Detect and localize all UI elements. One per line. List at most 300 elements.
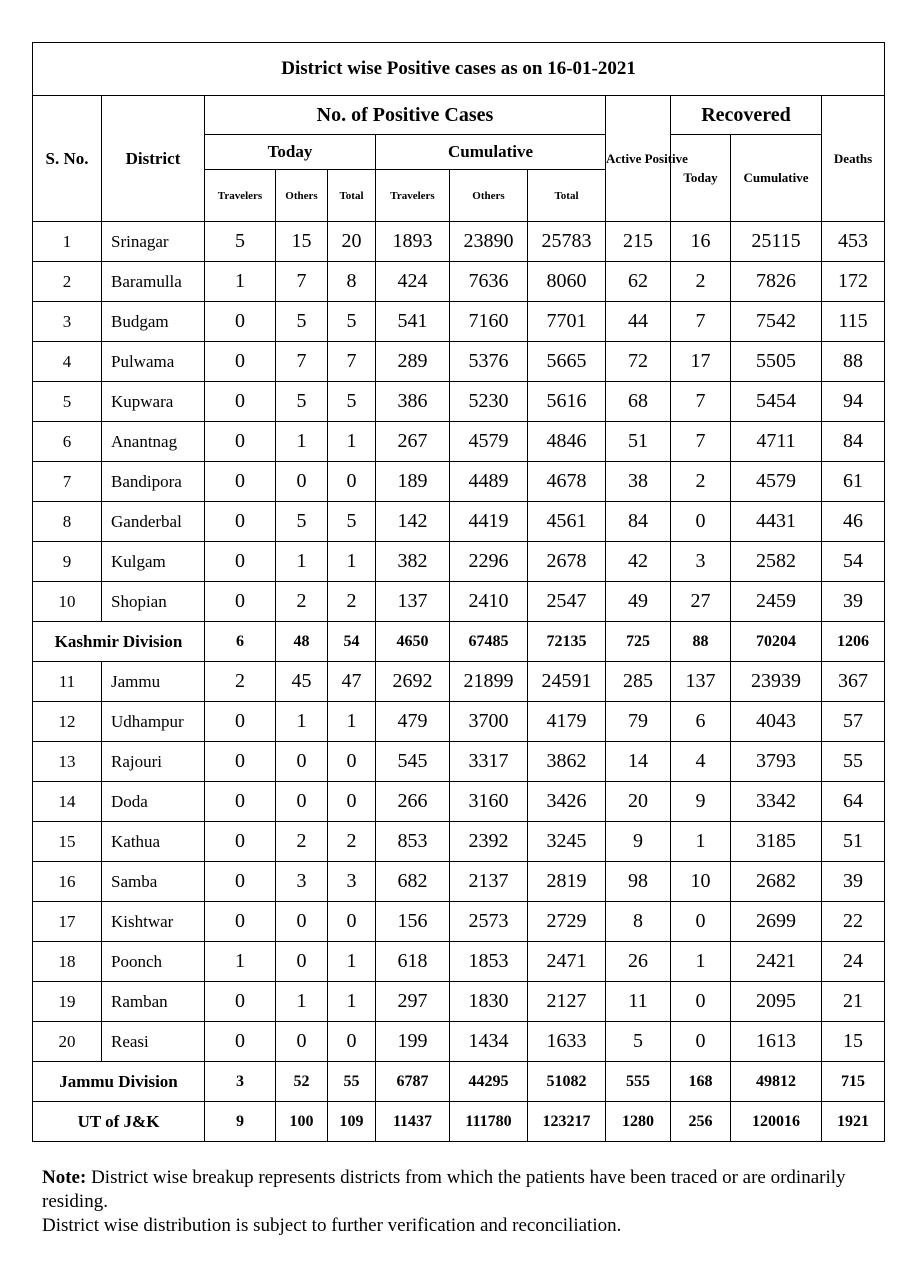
cell-cumulative-others: 2573 xyxy=(450,902,528,942)
cell-recovered-today: 1 xyxy=(671,822,731,862)
cell-cumulative-travelers: 541 xyxy=(376,302,450,342)
cell-cumulative-total: 3426 xyxy=(528,782,606,822)
table-row xyxy=(33,902,885,942)
cell-recovered-today: 0 xyxy=(671,902,731,942)
header-cumulative-others: Others xyxy=(450,170,528,222)
cell-cumulative-others: 3700 xyxy=(450,702,528,742)
cell-cumulative-travelers: 142 xyxy=(376,502,450,542)
cell-cumulative-others: 4489 xyxy=(450,462,528,502)
cell-today-travelers: 0 xyxy=(205,982,276,1022)
cell-today-others: 52 xyxy=(276,1062,328,1102)
cell-sno: 15 xyxy=(33,822,102,862)
cell-cumulative-travelers: 2692 xyxy=(376,662,450,702)
header-recovered-today: Today xyxy=(671,135,731,222)
cell-today-total: 0 xyxy=(328,742,376,782)
cell-cumulative-total: 3245 xyxy=(528,822,606,862)
cell-recovered-cumulative: 3793 xyxy=(731,742,822,782)
cell-today-total: 0 xyxy=(328,462,376,502)
cell-deaths: 24 xyxy=(822,942,885,982)
cell-today-others: 0 xyxy=(276,742,328,782)
cell-recovered-today: 10 xyxy=(671,862,731,902)
cell-today-travelers: 5 xyxy=(205,222,276,262)
cell-today-travelers: 0 xyxy=(205,1022,276,1062)
cell-cumulative-total: 1633 xyxy=(528,1022,606,1062)
cell-today-total: 55 xyxy=(328,1062,376,1102)
cell-cumulative-others: 3317 xyxy=(450,742,528,782)
cell-today-others: 15 xyxy=(276,222,328,262)
cell-deaths: 61 xyxy=(822,462,885,502)
cell-today-travelers: 2 xyxy=(205,662,276,702)
cell-today-others: 0 xyxy=(276,1022,328,1062)
cell-deaths: 1921 xyxy=(822,1102,885,1142)
cell-today-travelers: 0 xyxy=(205,302,276,342)
ut-total-row xyxy=(33,1102,885,1142)
cell-recovered-today: 7 xyxy=(671,302,731,342)
cell-today-travelers: 6 xyxy=(205,622,276,662)
cell-cumulative-total: 2678 xyxy=(528,542,606,582)
cell-today-others: 1 xyxy=(276,422,328,462)
cell-sno: 14 xyxy=(33,782,102,822)
cell-recovered-cumulative: 4043 xyxy=(731,702,822,742)
cell-cumulative-total: 2819 xyxy=(528,862,606,902)
table-row xyxy=(33,662,885,702)
cell-deaths: 1206 xyxy=(822,622,885,662)
cell-sno: 16 xyxy=(33,862,102,902)
cell-today-total: 7 xyxy=(328,342,376,382)
cell-today-total: 5 xyxy=(328,302,376,342)
cell-cumulative-total: 8060 xyxy=(528,262,606,302)
table-row xyxy=(33,462,885,502)
cell-today-travelers: 0 xyxy=(205,702,276,742)
cell-cumulative-total: 3862 xyxy=(528,742,606,782)
cell-cumulative-travelers: 1893 xyxy=(376,222,450,262)
cell-district: Bandipora xyxy=(102,462,205,502)
cell-recovered-today: 0 xyxy=(671,982,731,1022)
cell-today-travelers: 0 xyxy=(205,422,276,462)
cell-active-positive: 79 xyxy=(606,702,671,742)
cell-recovered-cumulative: 2699 xyxy=(731,902,822,942)
table-row xyxy=(33,582,885,622)
cell-today-travelers: 0 xyxy=(205,742,276,782)
cell-sno: 19 xyxy=(33,982,102,1022)
header-cumulative-group: Cumulative xyxy=(376,135,606,170)
cell-active-positive: 1280 xyxy=(606,1102,671,1142)
cell-cumulative-total: 25783 xyxy=(528,222,606,262)
cell-district: Anantnag xyxy=(102,422,205,462)
cell-deaths: 15 xyxy=(822,1022,885,1062)
cell-deaths: 367 xyxy=(822,662,885,702)
header-today-group: Today xyxy=(205,135,376,170)
cell-cumulative-others: 21899 xyxy=(450,662,528,702)
cell-sno: 5 xyxy=(33,382,102,422)
cell-active-positive: 51 xyxy=(606,422,671,462)
cell-cumulative-others: 2137 xyxy=(450,862,528,902)
cell-cumulative-total: 2729 xyxy=(528,902,606,942)
table-title: District wise Positive cases as on 16-01-2021 xyxy=(33,43,885,96)
cell-today-travelers: 3 xyxy=(205,1062,276,1102)
cell-recovered-today: 2 xyxy=(671,262,731,302)
cell-cumulative-travelers: 4650 xyxy=(376,622,450,662)
cell-district: Rajouri xyxy=(102,742,205,782)
cell-recovered-cumulative: 23939 xyxy=(731,662,822,702)
cell-recovered-cumulative: 49812 xyxy=(731,1062,822,1102)
cell-today-others: 5 xyxy=(276,382,328,422)
cell-cumulative-total: 4561 xyxy=(528,502,606,542)
cell-today-others: 2 xyxy=(276,582,328,622)
cell-sno: 11 xyxy=(33,662,102,702)
cell-cumulative-travelers: 479 xyxy=(376,702,450,742)
cell-sno: 9 xyxy=(33,542,102,582)
table-row xyxy=(33,1022,885,1062)
cell-today-travelers: 0 xyxy=(205,382,276,422)
cell-deaths: 55 xyxy=(822,742,885,782)
cell-cumulative-travelers: 382 xyxy=(376,542,450,582)
cell-deaths: 453 xyxy=(822,222,885,262)
cell-active-positive: 285 xyxy=(606,662,671,702)
cell-sno: 17 xyxy=(33,902,102,942)
cell-district: Ramban xyxy=(102,982,205,1022)
cell-cumulative-travelers: 386 xyxy=(376,382,450,422)
cell-today-total: 1 xyxy=(328,982,376,1022)
cell-sno: 13 xyxy=(33,742,102,782)
cell-recovered-cumulative: 3342 xyxy=(731,782,822,822)
cell-cumulative-total: 2471 xyxy=(528,942,606,982)
cell-today-others: 0 xyxy=(276,782,328,822)
cell-today-travelers: 1 xyxy=(205,262,276,302)
cell-today-travelers: 0 xyxy=(205,822,276,862)
cell-today-travelers: 0 xyxy=(205,782,276,822)
cell-cumulative-total: 2127 xyxy=(528,982,606,1022)
ut-total-row-label: UT of J&K xyxy=(33,1102,205,1142)
table-row xyxy=(33,222,885,262)
cell-active-positive: 49 xyxy=(606,582,671,622)
cell-active-positive: 11 xyxy=(606,982,671,1022)
kashmir-division-total-row-label: Kashmir Division xyxy=(33,622,205,662)
header-deaths: Deaths xyxy=(822,96,885,222)
cell-cumulative-others: 7160 xyxy=(450,302,528,342)
report-sheet xyxy=(32,42,884,1142)
cell-cumulative-others: 2410 xyxy=(450,582,528,622)
cell-active-positive: 215 xyxy=(606,222,671,262)
cell-cumulative-travelers: 6787 xyxy=(376,1062,450,1102)
cell-recovered-today: 27 xyxy=(671,582,731,622)
cell-recovered-cumulative: 7826 xyxy=(731,262,822,302)
cell-today-others: 1 xyxy=(276,542,328,582)
cell-active-positive: 44 xyxy=(606,302,671,342)
cell-today-total: 0 xyxy=(328,1022,376,1062)
cell-district: Kupwara xyxy=(102,382,205,422)
cell-recovered-today: 88 xyxy=(671,622,731,662)
table-row xyxy=(33,342,885,382)
cell-district: Srinagar xyxy=(102,222,205,262)
cell-today-others: 1 xyxy=(276,702,328,742)
cell-today-total: 0 xyxy=(328,902,376,942)
cell-today-travelers: 1 xyxy=(205,942,276,982)
table-row xyxy=(33,382,885,422)
cell-cumulative-travelers: 156 xyxy=(376,902,450,942)
cell-deaths: 115 xyxy=(822,302,885,342)
cell-recovered-cumulative: 2459 xyxy=(731,582,822,622)
cell-cumulative-travelers: 137 xyxy=(376,582,450,622)
cell-sno: 10 xyxy=(33,582,102,622)
cell-today-others: 48 xyxy=(276,622,328,662)
table-row xyxy=(33,542,885,582)
cell-cumulative-travelers: 289 xyxy=(376,342,450,382)
table-row xyxy=(33,262,885,302)
cell-today-total: 3 xyxy=(328,862,376,902)
cell-cumulative-total: 4846 xyxy=(528,422,606,462)
cell-cumulative-travelers: 618 xyxy=(376,942,450,982)
header-district: District xyxy=(102,96,205,222)
cell-sno: 4 xyxy=(33,342,102,382)
notes xyxy=(42,1166,892,1238)
cell-active-positive: 84 xyxy=(606,502,671,542)
cell-today-others: 5 xyxy=(276,502,328,542)
positive-cases-table xyxy=(32,42,885,1142)
cell-cumulative-total: 2547 xyxy=(528,582,606,622)
cell-today-others: 0 xyxy=(276,462,328,502)
cell-recovered-today: 2 xyxy=(671,462,731,502)
table-row xyxy=(33,702,885,742)
header-recovered-cumulative: Cumulative xyxy=(731,135,822,222)
cell-active-positive: 9 xyxy=(606,822,671,862)
header-recovered: Recovered xyxy=(671,96,822,135)
cell-cumulative-others: 1434 xyxy=(450,1022,528,1062)
cell-deaths: 84 xyxy=(822,422,885,462)
cell-recovered-today: 256 xyxy=(671,1102,731,1142)
cell-active-positive: 68 xyxy=(606,382,671,422)
header-today-travelers: Travelers xyxy=(205,170,276,222)
cell-active-positive: 98 xyxy=(606,862,671,902)
cell-district: Baramulla xyxy=(102,262,205,302)
cell-sno: 18 xyxy=(33,942,102,982)
cell-recovered-cumulative: 5454 xyxy=(731,382,822,422)
table-row xyxy=(33,942,885,982)
cell-cumulative-others: 5376 xyxy=(450,342,528,382)
cell-recovered-cumulative: 3185 xyxy=(731,822,822,862)
cell-active-positive: 38 xyxy=(606,462,671,502)
cell-district: Pulwama xyxy=(102,342,205,382)
cell-cumulative-travelers: 189 xyxy=(376,462,450,502)
cell-today-total: 8 xyxy=(328,262,376,302)
cell-cumulative-others: 5230 xyxy=(450,382,528,422)
note-label: Note: xyxy=(42,1167,87,1188)
cell-today-travelers: 0 xyxy=(205,862,276,902)
cell-recovered-cumulative: 2421 xyxy=(731,942,822,982)
cell-active-positive: 725 xyxy=(606,622,671,662)
cell-cumulative-total: 123217 xyxy=(528,1102,606,1142)
cell-today-others: 3 xyxy=(276,862,328,902)
cell-district: Reasi xyxy=(102,1022,205,1062)
header-today-total: Total xyxy=(328,170,376,222)
note-text-1: District wise breakup represents districts from which the patients have been traced or are ordinarily residing. xyxy=(42,1167,846,1212)
cell-deaths: 39 xyxy=(822,862,885,902)
cell-deaths: 57 xyxy=(822,702,885,742)
header-cumulative-travelers: Travelers xyxy=(376,170,450,222)
cell-district: Shopian xyxy=(102,582,205,622)
header-cumulative-total: Total xyxy=(528,170,606,222)
cell-today-total: 5 xyxy=(328,502,376,542)
table-row xyxy=(33,862,885,902)
cell-recovered-today: 7 xyxy=(671,382,731,422)
cell-active-positive: 14 xyxy=(606,742,671,782)
cell-cumulative-others: 111780 xyxy=(450,1102,528,1142)
cell-recovered-today: 0 xyxy=(671,502,731,542)
cell-cumulative-others: 2392 xyxy=(450,822,528,862)
cell-deaths: 39 xyxy=(822,582,885,622)
cell-sno: 1 xyxy=(33,222,102,262)
cell-cumulative-travelers: 266 xyxy=(376,782,450,822)
cell-recovered-today: 168 xyxy=(671,1062,731,1102)
cell-today-others: 1 xyxy=(276,982,328,1022)
cell-recovered-cumulative: 4579 xyxy=(731,462,822,502)
cell-active-positive: 42 xyxy=(606,542,671,582)
cell-deaths: 88 xyxy=(822,342,885,382)
cell-recovered-cumulative: 1613 xyxy=(731,1022,822,1062)
cell-recovered-today: 6 xyxy=(671,702,731,742)
header-active-positive: Active Positive xyxy=(606,96,671,222)
cell-recovered-today: 3 xyxy=(671,542,731,582)
cell-recovered-today: 137 xyxy=(671,662,731,702)
cell-recovered-cumulative: 2682 xyxy=(731,862,822,902)
cell-active-positive: 5 xyxy=(606,1022,671,1062)
cell-cumulative-others: 4579 xyxy=(450,422,528,462)
cell-today-travelers: 0 xyxy=(205,902,276,942)
cell-today-total: 20 xyxy=(328,222,376,262)
cell-recovered-today: 4 xyxy=(671,742,731,782)
kashmir-division-total-row xyxy=(33,622,885,662)
cell-recovered-cumulative: 5505 xyxy=(731,342,822,382)
table-row xyxy=(33,742,885,782)
cell-deaths: 64 xyxy=(822,782,885,822)
cell-district: Doda xyxy=(102,782,205,822)
header-today-others: Others xyxy=(276,170,328,222)
cell-active-positive: 72 xyxy=(606,342,671,382)
cell-district: Kulgam xyxy=(102,542,205,582)
cell-today-total: 2 xyxy=(328,582,376,622)
cell-cumulative-total: 51082 xyxy=(528,1062,606,1102)
cell-today-others: 100 xyxy=(276,1102,328,1142)
cell-today-others: 45 xyxy=(276,662,328,702)
cell-recovered-cumulative: 4431 xyxy=(731,502,822,542)
cell-cumulative-others: 1830 xyxy=(450,982,528,1022)
cell-cumulative-travelers: 199 xyxy=(376,1022,450,1062)
cell-recovered-today: 7 xyxy=(671,422,731,462)
cell-district: Jammu xyxy=(102,662,205,702)
cell-cumulative-others: 7636 xyxy=(450,262,528,302)
table-row xyxy=(33,782,885,822)
header-sno: S. No. xyxy=(33,96,102,222)
note-line-1 xyxy=(42,1166,892,1214)
cell-today-total: 54 xyxy=(328,622,376,662)
cell-cumulative-travelers: 11437 xyxy=(376,1102,450,1142)
cell-today-others: 5 xyxy=(276,302,328,342)
cell-today-travelers: 0 xyxy=(205,542,276,582)
cell-cumulative-travelers: 853 xyxy=(376,822,450,862)
cell-cumulative-travelers: 297 xyxy=(376,982,450,1022)
cell-today-travelers: 0 xyxy=(205,462,276,502)
cell-recovered-today: 1 xyxy=(671,942,731,982)
cell-deaths: 94 xyxy=(822,382,885,422)
cell-today-travelers: 0 xyxy=(205,502,276,542)
cell-recovered-cumulative: 7542 xyxy=(731,302,822,342)
cell-today-travelers: 9 xyxy=(205,1102,276,1142)
table-row xyxy=(33,422,885,462)
cell-cumulative-travelers: 267 xyxy=(376,422,450,462)
cell-recovered-cumulative: 70204 xyxy=(731,622,822,662)
cell-district: Kathua xyxy=(102,822,205,862)
jammu-division-total-row-label: Jammu Division xyxy=(33,1062,205,1102)
cell-district: Poonch xyxy=(102,942,205,982)
cell-cumulative-total: 7701 xyxy=(528,302,606,342)
cell-cumulative-others: 44295 xyxy=(450,1062,528,1102)
cell-sno: 7 xyxy=(33,462,102,502)
header-positive-cases: No. of Positive Cases xyxy=(205,96,606,135)
cell-recovered-today: 9 xyxy=(671,782,731,822)
cell-recovered-today: 16 xyxy=(671,222,731,262)
cell-today-total: 1 xyxy=(328,942,376,982)
cell-recovered-cumulative: 120016 xyxy=(731,1102,822,1142)
cell-today-others: 0 xyxy=(276,942,328,982)
cell-cumulative-travelers: 424 xyxy=(376,262,450,302)
cell-recovered-cumulative: 4711 xyxy=(731,422,822,462)
cell-today-travelers: 0 xyxy=(205,582,276,622)
cell-cumulative-total: 5616 xyxy=(528,382,606,422)
cell-deaths: 54 xyxy=(822,542,885,582)
cell-cumulative-others: 2296 xyxy=(450,542,528,582)
table-body xyxy=(33,222,885,1142)
table-row xyxy=(33,302,885,342)
cell-recovered-today: 17 xyxy=(671,342,731,382)
table-row xyxy=(33,822,885,862)
cell-deaths: 21 xyxy=(822,982,885,1022)
cell-cumulative-others: 4419 xyxy=(450,502,528,542)
cell-district: Udhampur xyxy=(102,702,205,742)
cell-cumulative-total: 4179 xyxy=(528,702,606,742)
cell-sno: 2 xyxy=(33,262,102,302)
cell-cumulative-others: 67485 xyxy=(450,622,528,662)
cell-today-total: 0 xyxy=(328,782,376,822)
cell-district: Ganderbal xyxy=(102,502,205,542)
cell-recovered-cumulative: 25115 xyxy=(731,222,822,262)
cell-sno: 3 xyxy=(33,302,102,342)
table-row xyxy=(33,982,885,1022)
cell-sno: 8 xyxy=(33,502,102,542)
cell-recovered-today: 0 xyxy=(671,1022,731,1062)
cell-active-positive: 555 xyxy=(606,1062,671,1102)
cell-cumulative-total: 5665 xyxy=(528,342,606,382)
table-row xyxy=(33,502,885,542)
cell-today-total: 1 xyxy=(328,542,376,582)
cell-today-total: 5 xyxy=(328,382,376,422)
cell-today-others: 7 xyxy=(276,262,328,302)
cell-district: Kishtwar xyxy=(102,902,205,942)
cell-active-positive: 20 xyxy=(606,782,671,822)
cell-deaths: 172 xyxy=(822,262,885,302)
cell-recovered-cumulative: 2095 xyxy=(731,982,822,1022)
cell-active-positive: 62 xyxy=(606,262,671,302)
cell-deaths: 51 xyxy=(822,822,885,862)
cell-cumulative-travelers: 682 xyxy=(376,862,450,902)
cell-sno: 12 xyxy=(33,702,102,742)
cell-cumulative-others: 23890 xyxy=(450,222,528,262)
cell-recovered-cumulative: 2582 xyxy=(731,542,822,582)
cell-sno: 20 xyxy=(33,1022,102,1062)
cell-deaths: 46 xyxy=(822,502,885,542)
cell-today-others: 7 xyxy=(276,342,328,382)
cell-district: Samba xyxy=(102,862,205,902)
cell-today-total: 1 xyxy=(328,702,376,742)
